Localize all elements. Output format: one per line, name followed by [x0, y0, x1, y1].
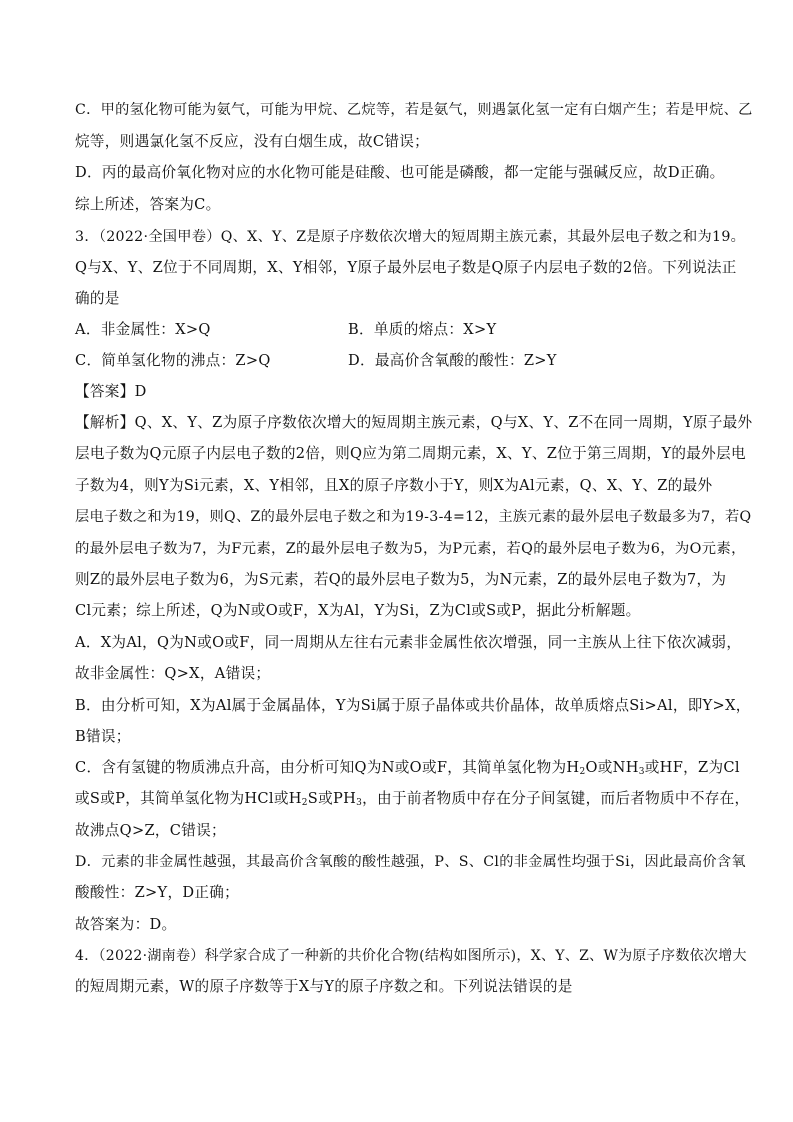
question-3-stem-line-1: 3．（2022·全国甲卷）Q、X、Y、Z是原子序数依次增大的短周期主族元素，其最外层电子数之和为19。: [75, 229, 746, 245]
analysis-line: B．由分析可知，X为Al属于金属晶体，Y为Si属于原子晶体或共价晶体，故单质熔点Si>Al，即Y>X，: [75, 697, 751, 714]
text-segment: O或NH: [585, 759, 639, 776]
question-4-stem-line-1: 4．（2022·湖南卷）科学家合成了一种新的共价化合物(结构如图所示)，X、Y、Z、W为原子序数依次增大: [75, 948, 747, 964]
option-c-explanation-line-2: 烷等，则遇氯化氢不反应，没有白烟生成，故C错误；: [75, 133, 430, 150]
analysis-line: 酸酸性：Z>Y，D正确；: [75, 884, 240, 901]
text-segment: 或HF，Z为Cl: [644, 759, 740, 776]
text-segment: 或S或P，其简单氢化物为HCl或H: [75, 790, 302, 807]
analysis-line: 则Z的最外层电子数为6，为S元素，若Q的最外层电子数为5，为N元素，Z的最外层电子数为7，为: [75, 571, 727, 588]
text-segment: S或PH: [307, 790, 357, 807]
option-d: D．最高价含氧酸的酸性：Z>Y: [348, 352, 557, 369]
text-segment: C．含有氢键的物质沸点升高，由分析可知Q为N或O或F，其简单氢化物为H: [75, 759, 580, 776]
final-answer-line: 故答案为：D。: [75, 916, 177, 933]
analysis-line: 故非金属性：Q>X，A错误；: [75, 665, 271, 682]
subscript: 3: [638, 767, 645, 777]
analysis-line: 层电子数之和为19，则Q、Z的最外层电子数之和为19-3-4=12，主族元素的最外层电子数最多为7，若Q: [75, 509, 752, 525]
analysis-line: Cl元素；综上所述，Q为N或O或F，X为Al，Y为Si，Z为Cl或S或P，据此分析解题。: [75, 602, 641, 619]
analysis-line: 故沸点Q>Z，C错误；: [75, 822, 226, 839]
question-3-stem-line-3: 确的是: [75, 290, 120, 307]
analysis-c-line-1: [75, 758, 740, 782]
analysis-line: 的最外层电子数为7，为F元素，Z的最外层电子数为5，为P元素，若Q的最外层电子数为6，为O元素，: [75, 541, 746, 557]
option-c-explanation-line-1: C．甲的氢化物可能为氨气，可能为甲烷、乙烷等，若是氨气，则遇氯化氢一定有白烟产生；若是甲烷、乙: [75, 102, 753, 118]
option-b: B．单质的熔点：X>Y: [348, 321, 497, 338]
analysis-line: 子数为4，则Y为Si元素，X、Y相邻，且X的原子序数小于Y，则X为Al元素，Q、X、Y、Z的最外: [75, 477, 713, 494]
answer-label: 【答案】D: [75, 383, 147, 400]
analysis-line: B错误；: [75, 728, 131, 745]
analysis-c-line-2: [75, 789, 749, 813]
question-3-stem-line-2: Q与X、Y、Z位于不同周期，X、Y相邻，Y原子最外层电子数是Q原子内层电子数的2倍。下列说法正: [75, 259, 737, 276]
analysis-line: 【解析】Q、X、Y、Z为原子序数依次增大的短周期主族元素，Q与X、Y、Z不在同一周期，Y原子最外: [75, 414, 753, 431]
summary-line: 综上所述，答案为C。: [75, 196, 221, 213]
subscript: 3: [356, 798, 363, 808]
analysis-line: D．元素的非金属性越强，其最高价含氧酸的酸性越强，P、S、Cl的非金属性均强于Si，因此最高价含氧: [75, 854, 746, 870]
analysis-line: 层电子数为Q元原子内层电子数的2倍，则Q应为第二周期元素，X、Y、Z位于第三周期，Y的最外层电: [75, 445, 746, 462]
subscript: 2: [301, 798, 308, 808]
question-4-stem-line-2: 的短周期元素，W的原子序数等于X与Y的原子序数之和。下列说法错误的是: [75, 978, 573, 995]
subscript: 2: [579, 767, 586, 777]
text-segment: ，由于前者物质中存在分子间氢键，而后者物质中不存在，: [362, 790, 750, 807]
analysis-line: A．X为Al，Q为N或O或F，同一周期从左往右元素非金属性依次增强，同一主族从上往下依次减弱，: [75, 634, 742, 651]
option-a: A．非金属性：X>Q: [75, 321, 211, 338]
option-c: C．简单氢化物的沸点：Z>Q: [75, 352, 271, 369]
option-d-explanation: D．丙的最高价氧化物对应的水化物可能是硅酸、也可能是磷酸，都一定能与强碱反应，故D正确。: [75, 164, 725, 181]
